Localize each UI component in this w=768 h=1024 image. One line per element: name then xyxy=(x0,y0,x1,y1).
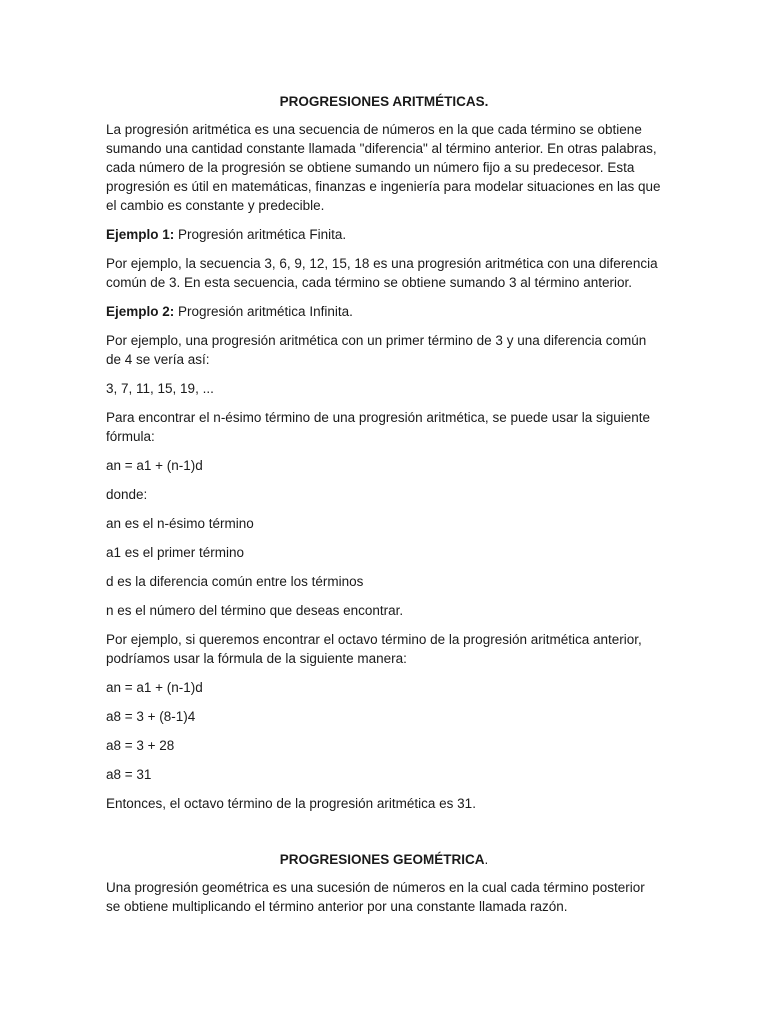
definition-n: n es el número del término que deseas encontrar. xyxy=(106,603,404,618)
example2-title: Progresión aritmética Infinita. xyxy=(174,304,353,319)
example3-paragraph: Por ejemplo, si queremos encontrar el octavo término de la progresión aritmética anterior, podríamos usar la fórmula de la siguiente manera: xyxy=(106,632,642,666)
calculation-step-2: a8 = 3 + (8-1)4 xyxy=(106,709,196,724)
calculation-step-3: a8 = 3 + 28 xyxy=(106,738,175,753)
section-title-geometric-suffix: . xyxy=(484,852,489,867)
sequence-line: 3, 7, 11, 15, 19, ... xyxy=(106,381,214,396)
calculation-step-4: a8 = 31 xyxy=(106,767,152,782)
calculation-step-1: an = a1 + (n-1)d xyxy=(106,680,203,695)
example2-heading xyxy=(106,302,662,321)
section-title-arithmetic xyxy=(106,92,662,111)
where-line: donde: xyxy=(106,487,148,502)
arithmetic-intro-paragraph: La progresión aritmética es una secuencia de números en la que cada término se obtiene sumando una cantidad constante llamada "diferencia" al término anterior. En otras palabras, cada número de la progresión se obtiene sumando un número fijo a su predecesor. Esta progresión es útil en matemáticas, finanzas e ingeniería para modelar situaciones en las que el cambio es constante y predecible. xyxy=(106,122,661,213)
section-title-arithmetic-text: PROGRESIONES ARITMÉTICAS. xyxy=(279,94,489,109)
example1-title: Progresión aritmética Finita. xyxy=(174,227,347,242)
example1-heading xyxy=(106,225,662,244)
section-title-geometric xyxy=(106,850,662,869)
example2-paragraph: Por ejemplo, una progresión aritmética con un primer término de 3 y una diferencia común de 4 se vería así: xyxy=(106,333,647,367)
definition-an: an es el n-ésimo término xyxy=(106,516,254,531)
formula-intro-paragraph: Para encontrar el n-ésimo término de una progresión aritmética, se puede usar la siguiente fórmula: xyxy=(106,410,651,444)
geometric-intro-paragraph: Una progresión geométrica es una sucesión de números en la cual cada término posterior se obtiene multiplicando el término anterior por una constante llamada razón. xyxy=(106,880,645,914)
definition-d: d es la diferencia común entre los términos xyxy=(106,574,364,589)
section-title-geometric-text: PROGRESIONES GEOMÉTRICA xyxy=(279,852,485,867)
example2-label: Ejemplo 2: xyxy=(106,304,175,319)
example1-paragraph: Por ejemplo, la secuencia 3, 6, 9, 12, 15, 18 es una progresión aritmética con una diferencia común de 3. En esta secuencia, cada término se obtiene sumando 3 al término anterior. xyxy=(106,256,658,290)
conclusion-paragraph: Entonces, el octavo término de la progresión aritmética es 31. xyxy=(106,796,476,811)
example1-label: Ejemplo 1: xyxy=(106,227,175,242)
definition-a1: a1 es el primer término xyxy=(106,545,245,560)
document-page xyxy=(106,92,662,926)
formula-line: an = a1 + (n-1)d xyxy=(106,458,203,473)
